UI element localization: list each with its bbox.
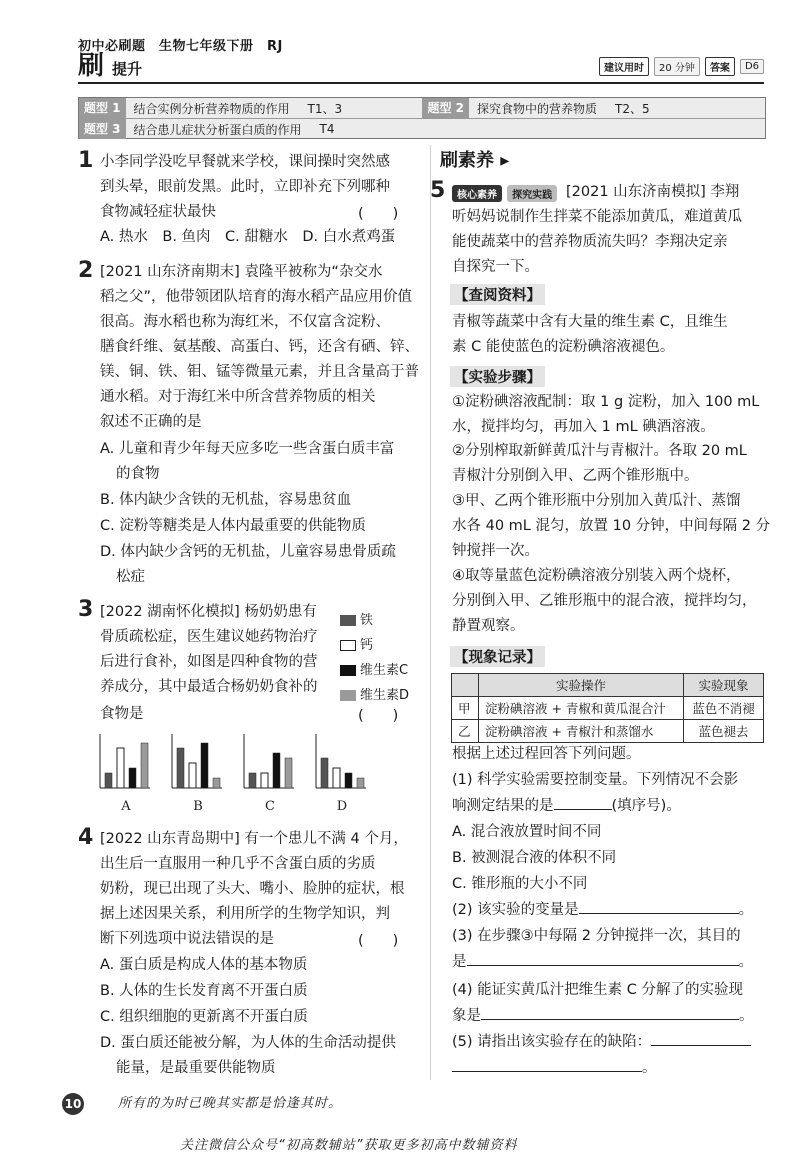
q2-option-a-cont: 的食物 [116,466,160,482]
q2-option-b: B. 体内缺少含铁的无机盐，容易患贫血 [100,492,352,508]
book-series: 初中必刷题 生物七年级下册 RJ [78,39,283,54]
topic-text: 探究食物中的营养物质 [477,101,598,116]
section-subtitle: 提升 [112,60,143,78]
q1-number: 1 [78,148,94,173]
q4-option-c: C. 组织细胞的更新离不开蛋白质 [100,1009,308,1025]
ask-line: 根据上述过程回答下列问题。 [452,746,641,762]
bar-D-0 [321,758,328,788]
q1-options: A. 热水 B. 鱼肉 C. 甜糖水 D. 白水煮鸡蛋 [100,229,396,245]
q4-line-4: 据上述因果关系，利用所学的生物学知识，判 [100,906,390,922]
q4-line-3: 奶粉，现已出现了头大、嘴小、脸肿的症状，根 [100,881,405,897]
q1-line-3: 食物减轻症状最快 [100,204,216,220]
topic-1 [79,98,422,118]
answer-label: 答案 [705,57,735,76]
legend-item-iron [340,608,409,633]
table-header: 实验操作 [479,674,684,697]
answer-page: D6 [740,59,764,74]
step-line-9: 分别倒入甲、乙锥形瓶中的混合液，搅拌均匀， [452,593,757,609]
q2-option-d-cont: 松症 [116,569,145,585]
step-line-6: 水各 40 mL 混匀，放置 10 分钟，中间每隔 2 分 [452,518,771,534]
q3-line-1: [2022 湖南怀化模拟] 杨奶奶患有 [100,604,317,620]
q2-number: 2 [78,258,94,283]
sub1-option-c: C. 锥形瓶的大小不同 [452,876,588,892]
q4-option-b: B. 人体的生长发育离不开蛋白质 [100,983,308,999]
legend-label: 钙 [360,638,374,653]
table-header [452,674,479,697]
bar-C-3 [285,758,292,788]
q5-badges [452,183,557,202]
footer-note: 关注微信公众号“初高数辅站”获取更多初高中数辅资料 [180,1138,518,1153]
bar-A-3 [141,743,148,788]
q5-intro-3: 能使蔬菜中的营养物质流失吗？李翔决定亲 [452,234,728,250]
step-line-5: ③甲、乙两个锥形瓶中分别加入黄瓜汁、蒸馏 [452,493,741,509]
category-label: B [193,799,203,814]
bar-D-3 [357,778,364,788]
meta-info [599,57,764,76]
q2-line-7: 叙述不正确的是 [100,414,202,430]
nutrition-bar-charts [92,728,392,818]
q3-line-4: 养成分，其中最适合杨奶奶食补的 [100,679,318,695]
sub1-option-a: A. 混合液放置时间不同 [452,824,602,840]
period: 。 [738,902,754,918]
bar-A-2 [129,768,136,788]
bar-D-1 [333,768,340,788]
table-cell: 蓝色褪去 [684,720,764,743]
sub1-text: 响测定结果的是 [452,798,554,814]
q3-line-3: 后进行食补，如图是四种食物的营 [100,654,318,670]
page-number: 10 [62,1093,84,1115]
q2-option-c: C. 淀粉等糖类是人体内最重要的供能物质 [100,518,366,534]
q1-line-1: 小李同学没吃早餐就来学校，课间操时突然感 [100,154,390,170]
time-label: 建议用时 [599,57,649,76]
step-line-10: 静置观察。 [452,618,525,634]
q1-answer-paren[interactable]: ( ) [358,206,399,222]
sub5-line-1 [452,1030,751,1056]
q2-line-1: [2021 山东济南期末] 袁隆平被称为“杂交水 [100,264,383,280]
chart-legend [340,608,409,708]
table-cell: 淀粉碘溶液 + 青椒和黄瓜混合汁 [479,697,684,720]
q3-number: 3 [78,597,94,622]
sub2-text: (2) 该实验的变量是 [452,902,579,918]
q4-option-d: D. 蛋白质还能被分解，为人体的生命活动提供 [100,1035,396,1051]
sub5-line-2 [452,1056,657,1082]
q2-option-d: D. 体内缺少含钙的无机盐，儿童容易患骨质疏 [100,544,396,560]
topic-questions: T1、3 [307,101,343,116]
topic-label: 题型 1 [79,98,126,118]
topic-2 [422,98,766,118]
q4-line-2: 出生后一直服用一种几乎不含蛋白质的劣质 [100,856,376,872]
sub3-blank[interactable] [467,951,739,966]
q4-option-d-cont: 能量，是最重要供能物质 [116,1060,276,1076]
observation-table [451,673,764,743]
period: 。 [642,1060,657,1076]
q5-number: 5 [430,178,446,203]
table-cell: 甲 [452,697,479,720]
column-divider [430,145,431,1080]
q2-line-6: 通水稻。对于海红米中所含营养物质的相关 [100,389,376,405]
sub4-line-1: (4) 能证实黄瓜汁把维生素 C 分解了的实验现 [452,982,743,998]
q5-intro-2: 听妈妈说制作生拌菜不能添加黄瓜，难道黄瓜 [452,209,742,225]
time-value: 20 分钟 [654,57,700,76]
q2-line-5: 镁、铜、铁、钼、锰等微量元素，并且含量高于普 [100,364,419,380]
q3-answer-paren[interactable]: ( ) [358,708,399,724]
table-cell: 淀粉碘溶液 + 青椒汁和蒸馏水 [479,720,684,743]
bar-C-0 [249,773,256,788]
sub1-line-2 [452,794,681,820]
category-label: A [121,799,131,814]
bar-A-1 [117,748,124,788]
q3-line-2: 骨质疏松症，医生建议她药物治疗 [100,629,318,645]
badge-core: 核心素养 [452,185,502,202]
sub1-option-b: B. 被测混合液的体积不同 [452,850,617,866]
q3-line-5: 食物是 [100,706,144,722]
sub5-text: (5) 请指出该实验存在的缺陷： [452,1034,652,1050]
bar-C-1 [261,773,268,788]
bar-B-3 [213,778,220,788]
header-rule [78,82,764,84]
info-line-2: 素 C 能使蓝色的淀粉碘溶液褪色。 [452,339,675,355]
table-header-row [452,674,764,697]
section-heading: 刷素养 ▸ [440,150,510,171]
topic-label: 题型 2 [423,98,470,118]
sub4-blank[interactable] [481,1005,739,1020]
table-row [452,697,764,720]
table-header: 实验现象 [684,674,764,697]
q2-line-2: 稻之父”，他带领团队培育的海水稻产品应用价值 [100,289,413,305]
bar-D-2 [345,773,352,788]
period: 。 [738,954,753,970]
table-cell: 蓝色不消褪 [684,697,764,720]
step-line-8: ④取等量蓝色淀粉碘溶液分别装入两个烧杯， [452,568,741,584]
info-line-1: 青椒等蔬菜中含有大量的维生素 C，且维生 [452,314,728,330]
topic-3 [79,119,335,139]
bar-B-2 [201,743,208,788]
sub2-line [452,898,753,924]
legend-label: 维生素C [360,663,409,678]
section-heading-text: 刷素养 [440,150,494,171]
period: 。 [739,1008,754,1024]
chart-group-B [172,734,222,814]
footer-quote: 所有的为时已晚其实都是恰逢其时。 [118,1096,343,1111]
category-label: D [336,799,348,814]
sub5-blank[interactable] [651,1031,751,1046]
bar-B-1 [189,763,196,788]
q4-line-5: 断下列选项中说法错误的是 [100,931,274,947]
category-label: C [265,799,275,814]
sub2-blank[interactable] [579,899,739,914]
table-cell: 乙 [452,720,479,743]
legend-item-calcium [340,633,409,658]
brand-mark: 刷 [78,51,105,81]
legend-label: 铁 [360,613,374,628]
q4-option-a: A. 蛋白质是构成人体的基本物质 [100,957,308,973]
sub1-tail: (填序号)。 [611,798,681,814]
q5-intro-1: [2021 山东济南模拟] 李翔 [566,184,740,200]
q5-intro-4: 自探究一下。 [452,259,539,275]
q4-answer-paren[interactable]: ( ) [358,933,399,949]
step-line-2: 水，搅拌均匀，再加入 1 mL 碘酒溶液。 [452,419,715,435]
chart-group-D [316,734,366,814]
topic-table [78,97,766,139]
topic-text: 结合实例分析营养物质的作用 [133,101,290,116]
step-line-4: 青椒汁分别倒入甲、乙两个锥形瓶中。 [452,468,699,484]
sub4-text: 象是 [452,1008,481,1024]
q2-option-a: A. 儿童和青少年每天应多吃一些含蛋白质丰富 [100,441,395,457]
sub3-line-2 [452,950,753,976]
table-row [452,720,764,743]
sub3-line-1: (3) 在步骤③中每隔 2 分钟搅拌一次，其目的 [452,928,741,944]
chart-group-C [244,734,294,814]
heading-record: 【现象记录】 [450,646,545,667]
q1-line-2: 到头晕，眼前发黑。此时，立即补充下列哪种 [100,179,390,195]
topic-questions: T4 [319,122,335,136]
bar-B-0 [177,748,184,788]
topic-questions: T2、5 [615,101,650,116]
legend-item-vitamin-d [340,683,409,708]
q4-line-1: [2022 山东青岛期中] 有一个患儿不满 4 个月， [100,831,408,847]
topic-label: 题型 3 [79,119,126,139]
heading-reference: 【查阅资料】 [450,284,545,305]
heading-steps: 【实验步骤】 [450,366,545,387]
topic-text: 结合患儿症状分析蛋白质的作用 [133,122,302,137]
step-line-7: 钟搅拌一次。 [452,543,539,559]
legend-item-vitamin-c [340,658,409,683]
q2-line-3: 很高。海水稻也称为海红米，不仅富含淀粉、 [100,314,390,330]
step-line-3: ②分别榨取新鲜黄瓜汁与青椒汁。各取 20 mL [452,443,747,459]
step-line-1: ①淀粉碘溶液配制：取 1 g 淀粉，加入 100 mL [452,394,760,410]
bar-A-0 [105,773,112,788]
sub1-blank[interactable] [554,795,612,810]
sub3-text: 是 [452,954,467,970]
badge-practice: 探究实践 [507,185,557,202]
bar-C-2 [273,753,280,788]
chart-group-A [100,734,150,814]
q4-number: 4 [78,825,94,850]
legend-label: 维生素D [360,688,410,703]
sub4-line-2 [452,1004,754,1030]
sub5-blank-2[interactable] [452,1057,642,1072]
q2-line-4: 膳食纤维、氨基酸、高蛋白、钙，还含有硒、锌、 [100,339,419,355]
sub1-line-1: (1) 科学实验需要控制变量。下列情况不会影 [452,772,739,788]
